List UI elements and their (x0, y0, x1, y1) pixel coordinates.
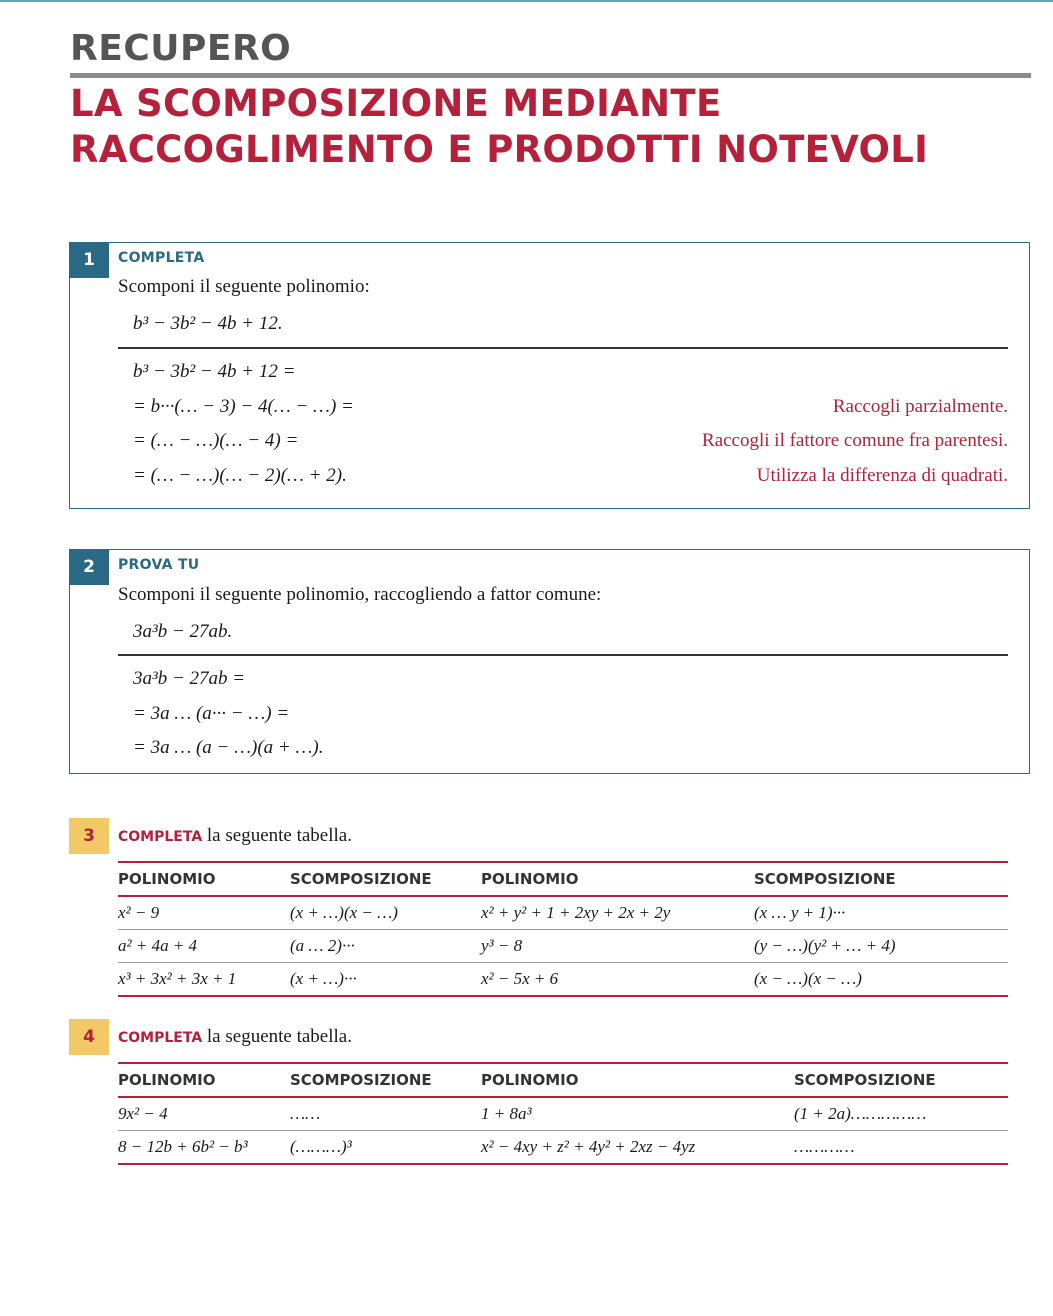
exercise-2-rule (118, 654, 1008, 656)
exercise-1-number: 1 (69, 242, 109, 278)
table-cell: …… (290, 1104, 321, 1123)
exercise-2-label: PROVA TU (118, 557, 200, 573)
table-cell: 8 − 12b + 6b² − b³ (118, 1137, 248, 1156)
table-row (118, 1097, 1008, 1131)
table-header: POLINOMIO (118, 1071, 216, 1089)
section-label: RECUPERO (70, 28, 292, 69)
page-title-line1: LA SCOMPOSIZIONE MEDIANTE (70, 82, 722, 125)
exercise-1-step-4: = (… − …)(… − 2)(… + 2). (133, 465, 347, 486)
exercise-3-label: COMPLETA (118, 829, 203, 845)
exercise-2-polynomial: 3a³b − 27ab. (133, 621, 233, 642)
exercise-2-instruction: Scomponi il seguente polinomio, raccogliendo a fattor comune: (118, 584, 602, 605)
table-cell: x² − 9 (118, 903, 160, 922)
exercise-1-step-2: = b···(… − 3) − 4(… − …) = (133, 396, 354, 417)
exercise-4-instruction: la seguente tabella. (202, 1026, 352, 1047)
exercise-3-heading (118, 825, 352, 847)
exercise-1-hint-3: Utilizza la differenza di quadrati. (756, 465, 1008, 486)
table-cell: x² − 5x + 6 (481, 969, 559, 988)
exercise-1-step-1: b³ − 3b² − 4b + 12 = (133, 361, 296, 382)
exercise-3-number: 3 (69, 818, 109, 854)
exercise-1-step-3: = (… − …)(… − 4) = (133, 430, 299, 451)
table-cell: x² + y² + 1 + 2xy + 2x + 2y (481, 903, 671, 922)
header-divider (70, 73, 1031, 78)
exercise-3-instruction: la seguente tabella. (202, 825, 352, 846)
table-cell: (y − …)(y² + … + 4) (754, 936, 896, 955)
table-row (118, 963, 1008, 997)
exercise-2-step-3: = 3a … (a − …)(a + …). (133, 737, 324, 758)
table-row (118, 896, 1008, 930)
table-header: POLINOMIO (481, 870, 579, 888)
table-cell: (1 + 2a)…………… (794, 1104, 927, 1123)
page-title-line2: RACCOGLIMENTO E PRODOTTI NOTEVOLI (70, 128, 929, 171)
exercise-1-hint-2: Raccogli il fattore comune fra parentesi. (702, 430, 1008, 451)
table-cell: a² + 4a + 4 (118, 936, 198, 955)
table-cell: (………)³ (290, 1137, 352, 1156)
table-cell: 9x² − 4 (118, 1104, 168, 1123)
table-header-row (118, 1063, 1008, 1097)
exercise-1-label: COMPLETA (118, 250, 205, 266)
top-accent-line (0, 0, 1053, 2)
exercise-1-instruction: Scomponi il seguente polinomio: (118, 276, 370, 297)
exercise-2-number: 2 (69, 549, 109, 585)
table-header-row (118, 862, 1008, 896)
table-cell: ………… (794, 1137, 855, 1156)
exercise-4-heading (118, 1026, 352, 1048)
table-cell: (x − …)(x − …) (754, 969, 862, 988)
table-cell: (a … 2)··· (290, 936, 355, 955)
table-header: SCOMPOSIZIONE (754, 870, 896, 888)
table-cell: x² − 4xy + z² + 4y² + 2xz − 4yz (481, 1137, 696, 1156)
table-row (118, 1131, 1008, 1165)
table-cell: y³ − 8 (481, 936, 523, 955)
table-header: SCOMPOSIZIONE (290, 1071, 432, 1089)
exercise-4-table (118, 1062, 1008, 1165)
table-cell: (x + …)··· (290, 969, 357, 988)
table-cell: (x + …)(x − …) (290, 903, 398, 922)
table-cell: (x … y + 1)··· (754, 903, 846, 922)
exercise-1-hint-1: Raccogli parzialmente. (832, 396, 1008, 417)
table-header: SCOMPOSIZIONE (794, 1071, 936, 1089)
table-cell: x³ + 3x² + 3x + 1 (118, 969, 237, 988)
exercise-4-label: COMPLETA (118, 1030, 203, 1046)
exercise-4-number: 4 (69, 1019, 109, 1055)
exercise-3-table (118, 861, 1008, 997)
exercise-1-rule (118, 347, 1008, 349)
exercise-2-step-2: = 3a … (a··· − …) = (133, 703, 290, 724)
table-header: SCOMPOSIZIONE (290, 870, 432, 888)
table-row (118, 930, 1008, 963)
exercise-2-step-1: 3a³b − 27ab = (133, 668, 246, 689)
table-header: POLINOMIO (481, 1071, 579, 1089)
exercise-1-polynomial: b³ − 3b² − 4b + 12. (133, 313, 283, 334)
table-cell: 1 + 8a³ (481, 1104, 532, 1123)
table-header: POLINOMIO (118, 870, 216, 888)
